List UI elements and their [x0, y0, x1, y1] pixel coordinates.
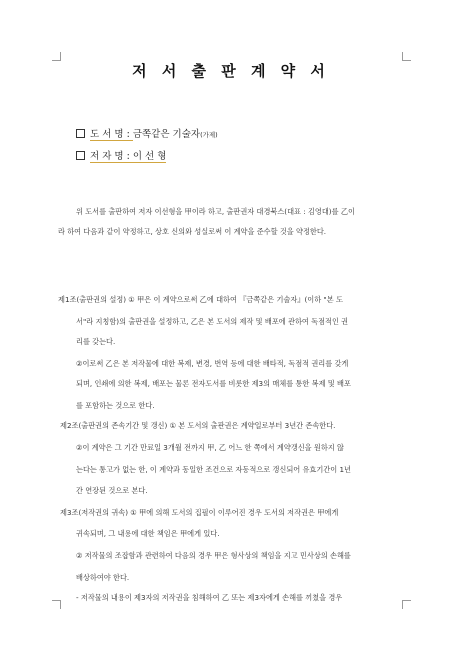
article-3-line: 배상하여야 한다. — [76, 573, 130, 582]
article-2-line: 간 연장된 것으로 본다. — [76, 486, 148, 495]
article-1-line: 서"라 지칭함)의 출판권을 설정하고, 乙은 본 도서의 제작 및 배포에 관하여 독점적인 권 — [76, 317, 349, 326]
article-3-line: 제3조(저작권의 귀속) ① 甲에 의해 도서의 집필이 이루어진 경우 도서의 저작권은 甲에게 — [60, 508, 339, 517]
article-1-line: 되며, 인쇄에 의한 복제, 배포는 물론 전자도서를 비롯한 제3의 매체를 통한 복제 및 배포 — [76, 379, 351, 388]
document-title: 저 서 출 판 계 약 서 — [132, 62, 330, 80]
article-3-line: ② 저작물의 조잡함과 관련하여 다음의 경우 甲은 형사상의 책임을 지고 민사상의 손해를 — [76, 551, 351, 560]
book-label: 도 서 명 : — [90, 129, 133, 140]
book-note: (가제) — [200, 131, 218, 139]
article-1-line: 제1조(출판권의 설정) ① 甲은 이 계약으로써 乙에 대하여 『금쪽같은 기술자』(이하 "본 도 — [58, 295, 343, 304]
article-1-line: ②이로써 乙은 본 저작물에 대한 복제, 변경, 번역 등에 대한 배타적, 독점적 권리를 갖게 — [76, 359, 349, 368]
checkbox-icon — [76, 129, 85, 138]
intro-line: 라 하여 다음과 같이 약정하고, 상호 신의와 성실로써 이 계약을 준수할 것을 약정한다. — [58, 227, 327, 236]
article-3-line: 귀속되며, 그 내용에 대한 책임은 甲에게 있다. — [76, 529, 220, 538]
article-1-line: 리를 갖는다. — [76, 337, 116, 346]
author-line — [76, 148, 166, 162]
article-2-line: ②이 계약은 그 기간 만료일 3개월 전까지 甲, 乙 어느 한 쪽에서 계약갱신을 원하지 않 — [76, 443, 344, 452]
article-1-line: 를 포함하는 것으로 한다. — [76, 401, 155, 410]
article-2-line: 는다는 통고가 없는 한, 이 계약과 동일한 조건으로 자동적으로 갱신되어 유효기간이 1년 — [76, 465, 352, 474]
article-3-line: - 저작물의 내용이 제3자의 저작권을 침해하여 乙 또는 제3자에게 손해를 끼쳤을 경우 — [76, 593, 343, 602]
checkbox-icon — [76, 151, 85, 160]
book-title-line — [76, 126, 218, 140]
article-2-line: 제2조(출판권의 존속기간 및 갱신) ① 본 도서의 출판권은 계약일로부터 3년간 존속한다. — [60, 421, 336, 430]
intro-line: 위 도서를 출판하여 저자 이선형을 甲이라 하고, 출판권자 대경북스(대표 : 김영대)를 乙이 — [76, 207, 355, 216]
book-title: 금쪽같은 기술자 — [132, 129, 201, 140]
author-name: 이 선 형 — [132, 151, 167, 162]
author-label: 저 자 명 : — [90, 151, 133, 162]
crop-mark-bottom-left — [52, 600, 61, 609]
